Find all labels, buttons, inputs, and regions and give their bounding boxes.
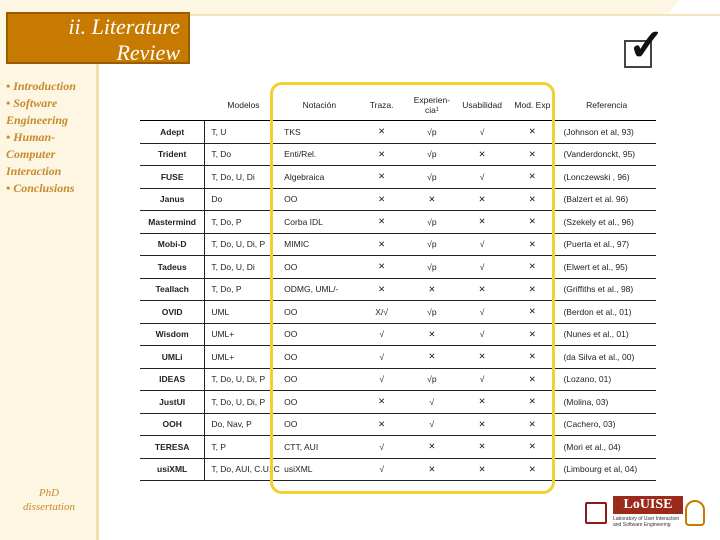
footer-line-2: dissertation (23, 501, 75, 513)
notation-cell: ODMG, UML/- (282, 278, 356, 301)
university-seal-icon (685, 500, 705, 526)
model-list-cell: Do, Nav, P (205, 413, 282, 436)
table-row (140, 458, 656, 481)
experience-cell: √p (407, 368, 457, 391)
reference-cell: (Szekely et al., 96) (557, 211, 656, 234)
reference-cell: (Cachero, 03) (557, 413, 656, 436)
traceability-cell: ✕ (357, 233, 407, 256)
experience-cell: ✕ (407, 323, 457, 346)
traceability-cell: ✕ (357, 256, 407, 279)
experience-cell: √p (407, 121, 457, 144)
logo-subtitle: Laboratory of User Interaction and Software Engineering (613, 516, 680, 528)
footer-label (10, 486, 88, 514)
table-row (140, 323, 656, 346)
model-list-cell: T, Do, U, Di, P (205, 233, 282, 256)
reference-cell: (Nunes et al., 01) (557, 323, 656, 346)
table-header-row (140, 90, 656, 121)
mod-exp-cell: ✕ (507, 211, 557, 234)
traceability-cell: ✕ (357, 121, 407, 144)
model-list-cell: T, U (205, 121, 282, 144)
table-row (140, 121, 656, 144)
traceability-cell: ✕ (357, 211, 407, 234)
table-row (140, 233, 656, 256)
model-list-cell: UML (205, 301, 282, 324)
model-list-cell: T, Do (205, 143, 282, 166)
title-line-2: Review (116, 40, 180, 65)
outline-nav (6, 78, 94, 197)
mod-exp-cell: ✕ (507, 121, 557, 144)
notation-cell: Corba IDL (282, 211, 356, 234)
table-row (140, 413, 656, 436)
mod-exp-cell: ✕ (507, 278, 557, 301)
usability-cell: √ (457, 256, 507, 279)
table-row (140, 368, 656, 391)
experience-cell: √ (407, 413, 457, 436)
notation-cell: OO (282, 413, 356, 436)
reference-cell: (Griffiths et al., 98) (557, 278, 656, 301)
nav-item-introduction[interactable]: • Introduction (6, 79, 76, 93)
table-row (140, 391, 656, 414)
traceability-cell: ✕ (357, 166, 407, 189)
mod-exp-cell: ✕ (507, 301, 557, 324)
section-title-box (6, 12, 190, 64)
experience-cell: √p (407, 166, 457, 189)
model-name-cell: Mobi-D (140, 233, 205, 256)
reference-cell: (Lonczewski , 96) (557, 166, 656, 189)
model-name-cell: Tadeus (140, 256, 205, 279)
model-name-cell: IDEAS (140, 368, 205, 391)
table-row (140, 188, 656, 211)
model-name-cell: FUSE (140, 166, 205, 189)
usability-cell: √ (457, 166, 507, 189)
notation-cell: OO (282, 346, 356, 369)
reference-cell: (Elwert et al., 95) (557, 256, 656, 279)
table-row (140, 301, 656, 324)
mod-exp-cell: ✕ (507, 143, 557, 166)
logo-emblem-icon (585, 502, 607, 524)
usability-cell: ✕ (457, 143, 507, 166)
header-cell: Notación (282, 90, 356, 121)
usability-cell: ✕ (457, 391, 507, 414)
experience-cell: √p (407, 233, 457, 256)
table-row (140, 166, 656, 189)
model-list-cell: T, Do, U, Di, P (205, 391, 282, 414)
mod-exp-cell: ✕ (507, 458, 557, 481)
header-cell: Modelos (205, 90, 282, 121)
mod-exp-cell: ✕ (507, 323, 557, 346)
reference-cell: (Lozano, 01) (557, 368, 656, 391)
model-list-cell: UML+ (205, 323, 282, 346)
notation-cell: OO (282, 391, 356, 414)
model-name-cell: Teallach (140, 278, 205, 301)
traceability-cell: X/√ (357, 301, 407, 324)
model-list-cell: T, P (205, 436, 282, 459)
nav-item-conclusions[interactable]: • Conclusions (6, 181, 75, 195)
mod-exp-cell: ✕ (507, 188, 557, 211)
logo-name: LoUISE (613, 496, 683, 514)
notation-cell: OO (282, 188, 356, 211)
usability-cell: √ (457, 121, 507, 144)
model-list-cell: T, Do, P (205, 211, 282, 234)
notation-cell: usiXML (282, 458, 356, 481)
header-cell: Experien-cia¹ (407, 90, 457, 121)
model-name-cell: UMLi (140, 346, 205, 369)
model-list-cell: T, Do, AUI, C.U, C (205, 458, 282, 481)
table-row (140, 211, 656, 234)
reference-cell: (Mori et al., 04) (557, 436, 656, 459)
model-name-cell: TERESA (140, 436, 205, 459)
checkmark-icon (624, 21, 665, 72)
experience-cell: √p (407, 256, 457, 279)
title-line-1: ii. Literature (68, 14, 180, 39)
usability-cell: ✕ (457, 188, 507, 211)
nav-item-software-engineering[interactable]: • Software Engineering (6, 96, 69, 127)
experience-cell: ✕ (407, 346, 457, 369)
model-list-cell: Do (205, 188, 282, 211)
experience-cell: √p (407, 143, 457, 166)
nav-item-hci[interactable]: • Human-Computer Interaction (6, 130, 62, 178)
notation-cell: OO (282, 323, 356, 346)
notation-cell: OO (282, 301, 356, 324)
header-cell (140, 90, 205, 121)
experience-cell: ✕ (407, 188, 457, 211)
model-name-cell: OVID (140, 301, 205, 324)
reference-cell: (Molina, 03) (557, 391, 656, 414)
model-name-cell: Trident (140, 143, 205, 166)
mod-exp-cell: ✕ (507, 368, 557, 391)
header-cell: Usabilidad (457, 90, 507, 121)
usability-cell: √ (457, 301, 507, 324)
table-row (140, 256, 656, 279)
experience-cell: √p (407, 301, 457, 324)
mod-exp-cell: ✕ (507, 436, 557, 459)
traceability-cell: √ (357, 346, 407, 369)
model-name-cell: OOH (140, 413, 205, 436)
experience-cell: √p (407, 211, 457, 234)
header-cell: Mod. Exp (507, 90, 557, 121)
reference-cell: (da Silva et al., 00) (557, 346, 656, 369)
model-list-cell: T, Do, P (205, 278, 282, 301)
check-glyph-icon: ✓ (628, 21, 665, 70)
notation-cell: Algebraica (282, 166, 356, 189)
reference-cell: (Balzert et al. 96) (557, 188, 656, 211)
usability-cell: ✕ (457, 436, 507, 459)
usability-cell: ✕ (457, 413, 507, 436)
notation-cell: OO (282, 368, 356, 391)
model-name-cell: usiXML (140, 458, 205, 481)
model-name-cell: Janus (140, 188, 205, 211)
notation-cell: CTT, AUI (282, 436, 356, 459)
mod-exp-cell: ✕ (507, 413, 557, 436)
traceability-cell: √ (357, 368, 407, 391)
traceability-cell: ✕ (357, 143, 407, 166)
experience-cell: √ (407, 391, 457, 414)
usability-cell: ✕ (457, 346, 507, 369)
traceability-cell: √ (357, 323, 407, 346)
model-list-cell: T, Do, U, Di (205, 166, 282, 189)
notation-cell: TKS (282, 121, 356, 144)
experience-cell: ✕ (407, 278, 457, 301)
reference-cell: (Johnson et al, 93) (557, 121, 656, 144)
notation-cell: OO (282, 256, 356, 279)
model-name-cell: Adept (140, 121, 205, 144)
traceability-cell: ✕ (357, 188, 407, 211)
model-list-cell: T, Do, U, Di, P (205, 368, 282, 391)
table-row (140, 436, 656, 459)
reference-cell: (Limbourg et al, 04) (557, 458, 656, 481)
comparison-table (140, 90, 656, 481)
table-row (140, 346, 656, 369)
experience-cell: ✕ (407, 458, 457, 481)
usability-cell: ✕ (457, 211, 507, 234)
reference-cell: (Berdon et al., 01) (557, 301, 656, 324)
usability-cell: √ (457, 233, 507, 256)
section-title (10, 14, 180, 66)
model-name-cell: Mastermind (140, 211, 205, 234)
mod-exp-cell: ✕ (507, 391, 557, 414)
model-name-cell: Wisdom (140, 323, 205, 346)
header-cell: Referencia (557, 90, 656, 121)
usability-cell: √ (457, 368, 507, 391)
footer-line-1: PhD (38, 487, 60, 499)
experience-cell: ✕ (407, 436, 457, 459)
notation-cell: Enti/Rel. (282, 143, 356, 166)
louise-logo (585, 494, 707, 534)
reference-cell: (Puerta et al., 97) (557, 233, 656, 256)
header-cell: Traza. (357, 90, 407, 121)
model-name-cell: JustUI (140, 391, 205, 414)
usability-cell: ✕ (457, 458, 507, 481)
model-list-cell: UML+ (205, 346, 282, 369)
traceability-cell: ✕ (357, 413, 407, 436)
traceability-cell: √ (357, 458, 407, 481)
traceability-cell: ✕ (357, 278, 407, 301)
usability-cell: ✕ (457, 278, 507, 301)
usability-cell: √ (457, 323, 507, 346)
mod-exp-cell: ✕ (507, 166, 557, 189)
table-row (140, 278, 656, 301)
model-list-cell: T, Do, U, Di (205, 256, 282, 279)
traceability-cell: ✕ (357, 391, 407, 414)
mod-exp-cell: ✕ (507, 346, 557, 369)
comparison-table-container (140, 90, 656, 481)
reference-cell: (Vanderdonckt, 95) (557, 143, 656, 166)
notation-cell: MIMIC (282, 233, 356, 256)
traceability-cell: √ (357, 436, 407, 459)
mod-exp-cell: ✕ (507, 256, 557, 279)
table-row (140, 143, 656, 166)
mod-exp-cell: ✕ (507, 233, 557, 256)
